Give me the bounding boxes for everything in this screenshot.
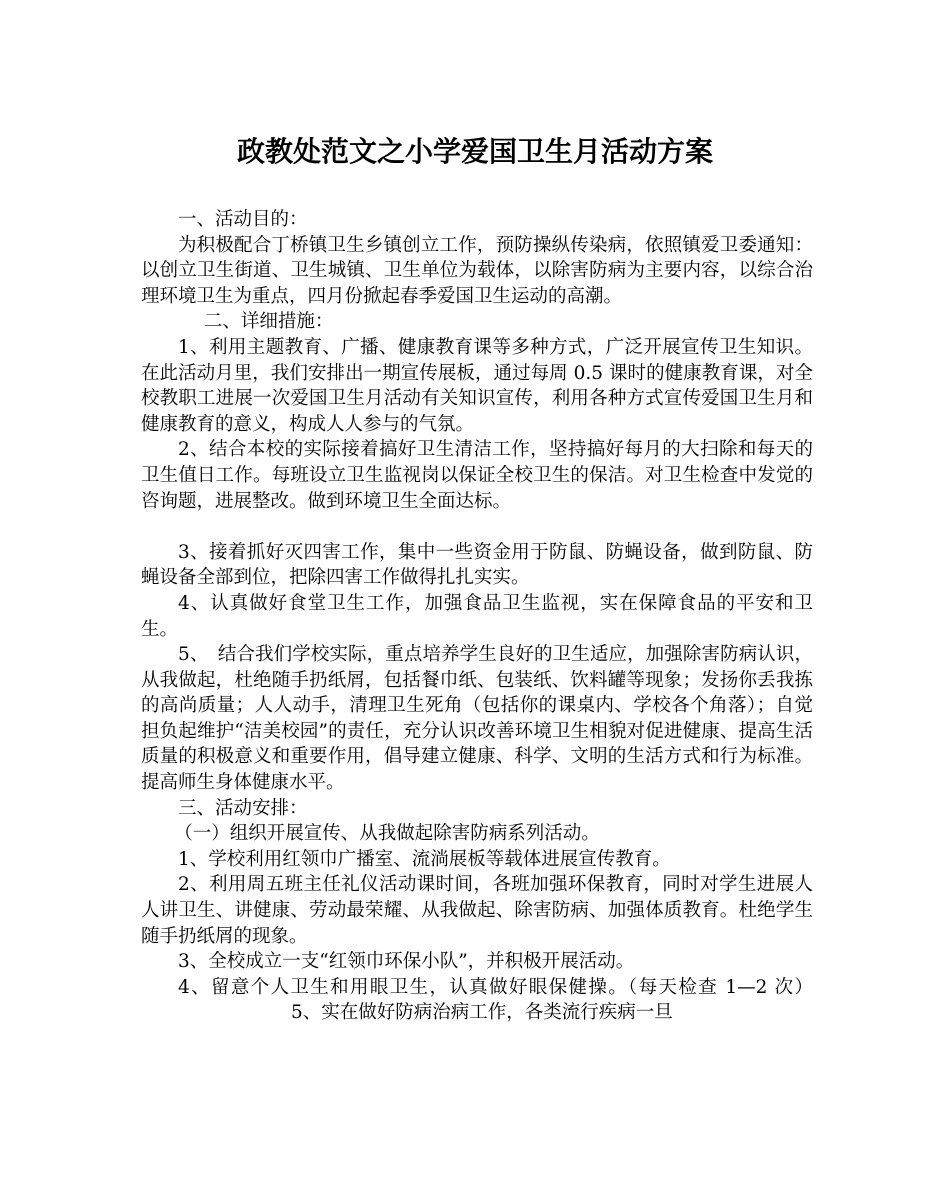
- paragraph-measure-1: 1、利用主题教育、广播、健康教育课等多种方式，广泛开展宣传卫生知识。在此活动月里，我们安排出一期宣传展板，通过每周 0.5 课时的健康教育课，对全校教职工进展一次爱国卫生月活动有关知识宣传，利用各种方式宣传爱国卫生月和健康教育的意义，构成人人参与的气氛。: [141, 336, 813, 435]
- paragraph-measure-4: 4、认真做好食堂卫生工作，加强食品卫生监视，实在保障食品的平安和卫生。: [141, 592, 813, 640]
- section-heading-measures: 二、详细措施：: [203, 311, 334, 333]
- paragraph-arrangement-4-text: 4、留意个人卫生和用眼卫生，认真做好眼保健操。（每天检查 1—2 次）: [178, 976, 813, 998]
- paragraph-measure-2: 2、结合本校的实际接着搞好卫生清洁工作，坚持搞好每月的大扫除和每天的卫生值日工作。每班设立卫生监视岗以保证全校卫生的保洁。对卫生检查中发觉的咨询题，进展整改。做到环境卫生全面达标。: [141, 439, 813, 512]
- paragraph-arrangement-4: [141, 975, 813, 1026]
- document-title: 政教处范文之小学爱国卫生月活动方案: [236, 135, 713, 168]
- paragraph-measure-5: 5、 结合我们学校实际，重点培养学生良好的卫生适应，加强除害防病认识，从我做起，杜绝随手扔纸屑，包括餐巾纸、包装纸、饮料罐等现象；发扬你丢我拣的高尚质量；人人动手，清理卫生死角（包括你的课桌内、学校各个角落）；自觉担负起维护“洁美校园”的责任，充分认识改善环境卫生相貌对促进健康、提高生活质量的积极意义和重要作用，倡导建立健康、科学、文明的生活方式和行为标准。提高师生身体健康水平。: [141, 644, 813, 794]
- subsection-heading-1: （一）组织开展宣传、从我做起除害防病系列活动。: [174, 823, 600, 845]
- section-heading-arrangement: 三、活动安排：: [178, 797, 308, 819]
- document-body: [141, 207, 813, 1026]
- paragraph-measure-3: 3、接着抓好灭四害工作，集中一些资金用于防鼠、防蝇设备，做到防鼠、防蝇设备全部到位，把除四害工作做得扎扎实实。: [141, 541, 813, 589]
- paragraph-arrangement-5-start: 5、实在做好防病治病工作，各类流行疾病一旦: [291, 1002, 673, 1024]
- paragraph-arrangement-3: 3、全校成立一支“红领巾环保小队”，并积极开展活动。: [178, 951, 635, 973]
- section-heading-purpose: 一、活动目的：: [178, 209, 308, 230]
- paragraph-arrangement-2: 2、利用周五班主任礼仪活动课时间，各班加强环保教育，同时对学生进展人人讲卫生、讲健康、劳动最荣耀、从我做起、除害防病、加强体质教育。杜绝学生随手扔纸屑的现象。: [141, 874, 813, 947]
- paragraph-arrangement-1: 1、学校利用红领巾广播室、流淌展板等载体进展宣传教育。: [178, 848, 671, 870]
- blank-line: [141, 514, 813, 540]
- paragraph-purpose: 为积极配合丁桥镇卫生乡镇创立工作，预防操纵传染病，依照镇爱卫委通知：以创立卫生街道、卫生城镇、卫生单位为载体，以除害防病为主要内容，以综合治理环境卫生为重点，四月份掀起春季爱国卫生运动的高潮。: [141, 234, 813, 307]
